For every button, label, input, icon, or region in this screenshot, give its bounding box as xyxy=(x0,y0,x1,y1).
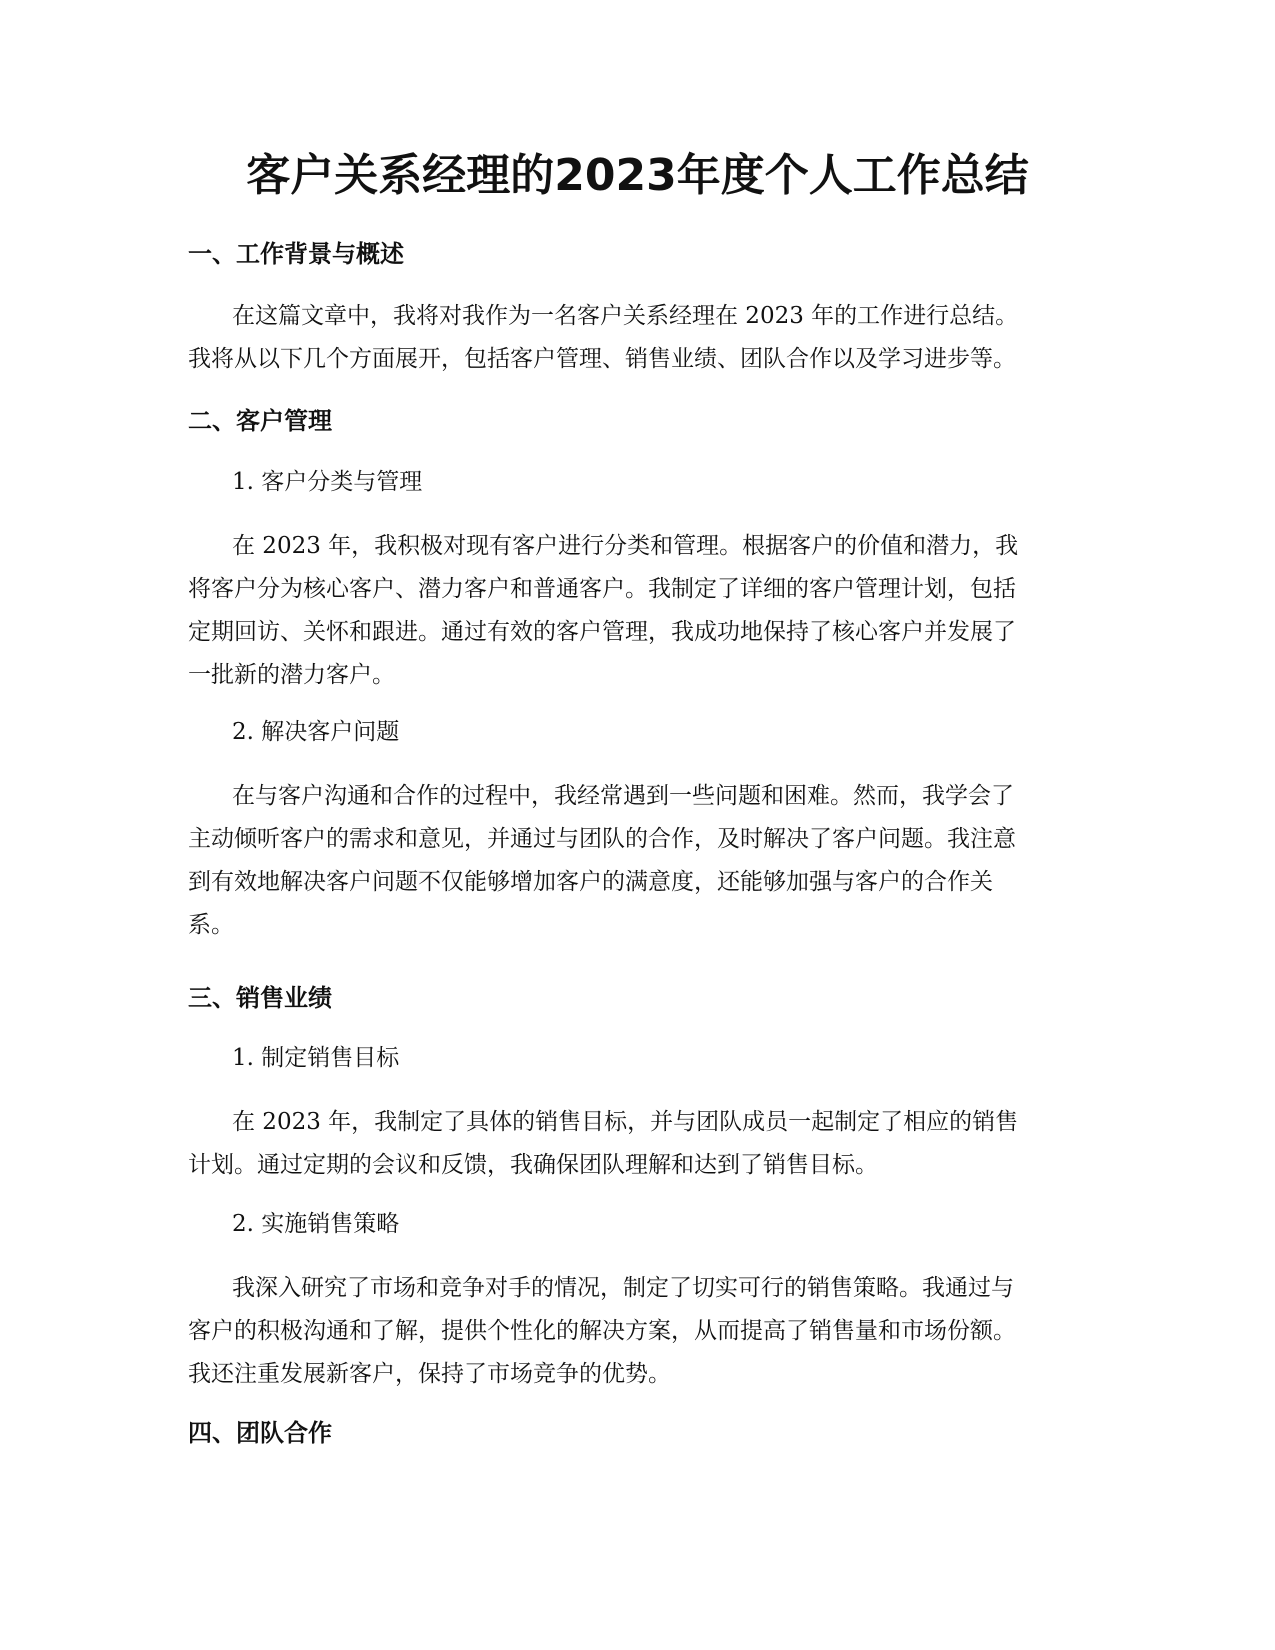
paragraph-line: 我将从以下几个方面展开，包括客户管理、销售业绩、团队合作以及学习进步等。 xyxy=(188,346,1016,372)
subsection-title-customer-classification: 1. 客户分类与管理 xyxy=(232,469,423,495)
paragraph-line: 客户的积极沟通和了解，提供个性化的解决方案，从而提高了销售量和市场份额。 xyxy=(188,1318,1016,1344)
section-heading-customer-management: 二、客户管理 xyxy=(188,407,332,435)
paragraph-solve-problems xyxy=(188,775,1088,947)
document-title: 客户关系经理的2023年度个人工作总结 xyxy=(246,150,1029,201)
paragraph-line: 定期回访、关怀和跟进。通过有效的客户管理，我成功地保持了核心客户并发展了 xyxy=(188,619,1016,645)
paragraph-customer-classification xyxy=(188,525,1088,697)
paragraph-overview xyxy=(188,295,1088,381)
subsection-title-solve-problems: 2. 解决客户问题 xyxy=(232,719,400,745)
paragraph-line: 一批新的潜力客户。 xyxy=(188,662,395,688)
section-heading-teamwork: 四、团队合作 xyxy=(188,1419,332,1447)
paragraph-line: 将客户分为核心客户、潜力客户和普通客户。我制定了详细的客户管理计划，包括 xyxy=(188,576,1016,602)
section-heading-sales-performance: 三、销售业绩 xyxy=(188,984,332,1012)
paragraph-line: 我深入研究了市场和竞争对手的情况，制定了切实可行的销售策略。我通过与 xyxy=(232,1275,1014,1301)
paragraph-line: 在这篇文章中，我将对我作为一名客户关系经理在 2023 年的工作进行总结。 xyxy=(232,303,1019,329)
paragraph-sales-strategy xyxy=(188,1267,1088,1396)
paragraph-line: 主动倾听客户的需求和意见，并通过与团队的合作，及时解决了客户问题。我注意 xyxy=(188,826,1016,852)
paragraph-line: 我还注重发展新客户，保持了市场竞争的优势。 xyxy=(188,1361,671,1387)
subsection-title-sales-strategy: 2. 实施销售策略 xyxy=(232,1211,400,1237)
paragraph-line: 到有效地解决客户问题不仅能够增加客户的满意度，还能够加强与客户的合作关 xyxy=(188,869,993,895)
paragraph-line: 计划。通过定期的会议和反馈，我确保团队理解和达到了销售目标。 xyxy=(188,1152,878,1178)
paragraph-line: 系。 xyxy=(188,912,234,938)
section-heading-background: 一、工作背景与概述 xyxy=(188,240,404,268)
paragraph-line: 在 2023 年，我制定了具体的销售目标，并与团队成员一起制定了相应的销售 xyxy=(232,1109,1019,1135)
paragraph-sales-targets xyxy=(188,1101,1088,1187)
paragraph-line: 在与客户沟通和合作的过程中，我经常遇到一些问题和困难。然而，我学会了 xyxy=(232,783,1014,809)
paragraph-line: 在 2023 年，我积极对现有客户进行分类和管理。根据客户的价值和潜力，我 xyxy=(232,533,1019,559)
subsection-title-sales-targets: 1. 制定销售目标 xyxy=(232,1045,400,1071)
